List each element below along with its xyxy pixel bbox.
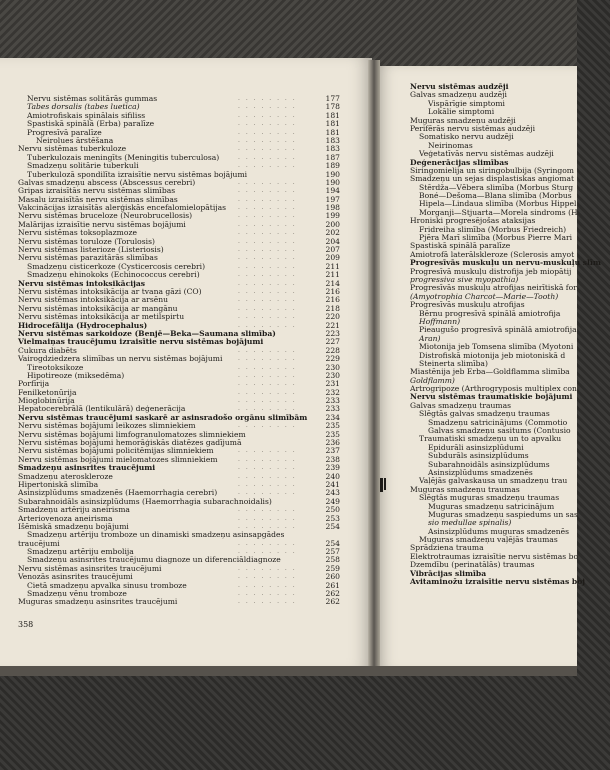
ink-mark (384, 478, 386, 490)
toc-entry-page: 232 (325, 387, 340, 397)
leader-dots: . . . . . . . . (238, 237, 297, 245)
toc-entry-title: Muguras smadzeņu audzēji (410, 115, 516, 125)
toc-entry-page: 204 (325, 236, 340, 246)
leader-dots: . . . . . . . . (238, 279, 297, 287)
toc-entry-title: Dzemdību (perinatālās) traumas (410, 560, 535, 570)
toc-entry-title: Hroniski progresējošas ataksijas (410, 216, 536, 226)
toc-entry-page: 236 (325, 438, 340, 448)
toc-entry-page: 211 (325, 270, 340, 280)
leader-dots: . . . . . . . . (238, 111, 297, 119)
toc-entry (410, 578, 610, 586)
toc-entry-title: Cukura diabēts (18, 345, 77, 355)
toc-entry-title: Muguras smadzeņu satricinājum (428, 501, 555, 511)
toc-entry-title: Muguras smadzeņu saspiedums un sas (428, 509, 578, 519)
toc-entry-title: Nervu sistēmas bojājumi hemorāģiskās diatēzes gadījumā (18, 438, 242, 448)
toc-entry-title: Nervu sistēmas toksoplazmoze (18, 228, 137, 238)
toc-entry-page: 241 (325, 479, 340, 489)
toc-entry-title: Fenilketonūrija (18, 387, 77, 397)
toc-entry-title: Smadzeņu asinsrites traucējumi (18, 463, 156, 473)
toc-entry-page: 238 (325, 454, 340, 464)
toc-entry-page: 237 (325, 446, 340, 456)
toc-entry-title: Nervu sistēmas traucējumi saskarē ar asinsradošo orgānu slimībām (18, 412, 308, 422)
leader-dots: . . . . . . . . (238, 346, 297, 354)
leader-dots: . . . . . . . . (238, 480, 297, 488)
toc-entry-title: Asinsizplūdums smadzenēs (428, 467, 533, 477)
toc-entry-title: Progresīvās muskuļu atrofijas (410, 300, 525, 310)
toc-entry-page: 190 (325, 169, 340, 179)
toc-entry-title: Elektrotraumas izraisītie nervu sistēmas bo (410, 551, 579, 561)
leader-dots: . . . . . . . . (238, 506, 297, 514)
toc-entry-title: Sprādziena trauma (410, 543, 484, 553)
toc-entry-title: Hidrocefālija (Hydrocephalus) (18, 320, 148, 330)
toc-entry-title: Vairogdziedzera slimības un nervu sistēmas bojājumi (18, 354, 223, 364)
toc-entry-title: Nervu sistēmas sarkoidoze (Benjē—Beka—Saumana slimība) (18, 328, 276, 338)
toc-entry-title: Smadzeņu vēnu tromboze (27, 589, 127, 599)
book-cover-edge (0, 666, 577, 676)
toc-entry-title: Artrogripoze (Arthrogryposis multiplex con (410, 384, 577, 394)
toc-entry-title: Nervu sistēmas bruceloze (Neurobrucellosis) (18, 211, 193, 221)
toc-entry-page: 202 (325, 228, 340, 238)
toc-entry-title: Tireotoksikoze (27, 362, 84, 372)
toc-entry-title: Venozās asinsrites traucējumi (18, 572, 133, 582)
toc-entry-title: Smadzeņu asinsrites traucējumu diagnoze un diferenciāldiagnoze (27, 555, 281, 565)
toc-entry-title: Progresīvās muskuļu atrofijas neirītiskā for (410, 283, 577, 293)
toc-entry-title: Vispārīgie simptomi (428, 98, 505, 108)
toc-entry-title: Miastēnija jeb Erba—Goldflamma slimība (410, 367, 570, 377)
toc-entry-title: Nervu sistēmas bojājumi mielomatozes slimniekiem (18, 454, 218, 464)
toc-entry-title: Progresīvā paralīze (27, 127, 102, 137)
leader-dots: . . . . . . . . (238, 598, 297, 606)
leader-dots: . . . . . . . . (238, 136, 297, 144)
toc-entry-title: Smadzeņu cisticerkoze (Cysticercosis cerebri) (27, 261, 206, 271)
toc-entry-title: Progresīvā muskuļu distrofija jeb miopātij (410, 266, 572, 276)
toc-entry-page: 259 (325, 563, 340, 573)
toc-entry-page: 227 (325, 337, 340, 347)
toc-entry-title: Nervu sistēmas intoksikācija ar metilspirtu (18, 312, 185, 322)
leader-dots: . . . . . . . . (238, 363, 297, 371)
toc-entry-page: 243 (325, 488, 340, 498)
toc-entry-page: 207 (325, 245, 340, 255)
toc-entry-page: 199 (325, 211, 340, 221)
toc-entry-title: Vibrācijas slimība (410, 568, 487, 578)
toc-entry (18, 531, 340, 539)
toc-entry-page: 262 (325, 597, 340, 607)
toc-entry-title: Smadzeņu ateroskleroze (18, 471, 113, 481)
leader-dots: . . . . . . . . (238, 262, 297, 270)
toc-entry-title: Nervu sistēmas solitārās gummas (27, 94, 158, 103)
toc-entry-page: 233 (325, 404, 340, 414)
toc-entry-title: sio medullae spinalis) (428, 518, 512, 528)
toc-entry-title: Slēgtās galvas smadzeņu traumas (419, 409, 550, 419)
toc-entry-title: Hipertoniskā slimība (18, 479, 99, 489)
leader-dots: . . . . . . . . (238, 548, 297, 556)
leader-dots: . . . . . . . . (238, 455, 297, 463)
toc-entry-title: Smadzeņu un sejas displastiskas angiomat (410, 174, 575, 184)
toc-entry-title: Stērdža—Vēbera slimība (Morbus Sturg (419, 182, 574, 192)
leader-dots: . . . . . . . . (238, 145, 297, 153)
toc-entry-page: 218 (325, 303, 340, 313)
toc-entry-title: Muguras smadzeņu asinsrites traucējumi (18, 597, 178, 607)
leader-dots: . . . . . . . . (238, 187, 297, 195)
toc-entry-page: 250 (325, 505, 340, 515)
toc-entry-title: Smadzeņu satricinājums (Commotio (428, 417, 568, 427)
toc-entry-page: 261 (325, 580, 340, 590)
leader-dots: . . . . . . . . (238, 472, 297, 480)
leader-dots: . . . . . . . . (238, 287, 297, 295)
toc-entry-title: Veģetatīvās nervu sistēmas audzēji (419, 149, 554, 159)
toc-entry-title: Masalu izraisītās nervu sistēmas slimības (18, 194, 178, 204)
toc-entry-page: 254 (325, 521, 340, 531)
toc-entry-title: Slēgtās muguras smadzeņu traumas (419, 493, 560, 503)
toc-entry-page: 220 (325, 312, 340, 322)
page-number: 358 (18, 620, 34, 629)
toc-entry-page: 198 (325, 203, 340, 213)
toc-entry-title: Subdurāls asinsizplūdums (428, 451, 529, 461)
toc-entry-page: 228 (325, 345, 340, 355)
leader-dots: . . . . . . . . (238, 271, 297, 279)
toc-entry-page: 187 (325, 152, 340, 162)
leader-dots: . . . . . . . . (238, 304, 297, 312)
toc-entry-title: Smadzeņu solitārie tuberkuli (27, 161, 139, 171)
toc-entry-title: Išēmiskā smadzeņu bojājumi (18, 521, 129, 531)
leader-dots: . . . . . . . . (238, 153, 297, 161)
leader-dots: . . . . . . . . (238, 313, 297, 321)
toc-entry-page: 189 (325, 161, 340, 171)
toc-entry-title: Vaļējās galvaskausa un smadzeņu trau (419, 476, 568, 486)
toc-entry-title: Distrofiskā miotonija jeb miotoniskā d (419, 350, 566, 360)
leader-dots: . . . . . . . . (238, 489, 297, 497)
toc-entry-title: Tuberkulozā spondilīta izraisītie nervu sistēmas bojājumi (27, 169, 248, 179)
toc-entry-page: 258 (325, 555, 340, 565)
toc-entry-title: Asinsizplūdums muguras smadzenēs (428, 526, 570, 536)
toc-entry-title: Progresīvās muskuļu un nervu-muskuļu slīm (410, 258, 601, 268)
toc-entry-title: Miotonija jeb Tomsena slimība (Myotoni (419, 342, 574, 352)
toc-entry-page: 216 (325, 286, 340, 296)
leader-dots: . . . . . . . . (238, 195, 297, 203)
book-gutter (368, 60, 380, 670)
toc-entry-page: 216 (325, 295, 340, 305)
toc-entry-page: 200 (325, 219, 340, 229)
ink-mark (380, 478, 383, 492)
leader-dots: . . . . . . . . (238, 539, 297, 547)
leader-dots: . . . . . . . . (238, 590, 297, 598)
toc-entry-page: 230 (325, 370, 340, 380)
toc-entry-title: Galvas smadzeņu traumas (410, 400, 512, 410)
toc-entry-title: Amiotrofā laterālskleroze (Sclerosis amyot (410, 249, 575, 259)
toc-entry-page: 177 (325, 94, 340, 103)
leader-dots: . . . . . . . . (238, 581, 297, 589)
toc-entry-page: 221 (325, 320, 340, 330)
toc-entry-title: (Amyotrophia Charcot—Marie—Tooth) (410, 291, 559, 301)
toc-entry-title: Goldflamm) (410, 375, 455, 385)
toc-entry (18, 372, 340, 380)
toc-entry-title: Nervu sistēmas parazitārās slimības (18, 253, 158, 263)
toc-entry-page: 254 (325, 538, 340, 548)
leader-dots: . . . . . . . . (238, 254, 297, 262)
toc-entry-title: Arteriovenoza aneirisma (18, 513, 113, 523)
toc-entry-title: Muguras smadzeņu vaļējās traumas (419, 535, 558, 545)
toc-entry-title: Mioglobinūrija (18, 396, 75, 406)
leader-dots: . . . . . . . . (238, 522, 297, 530)
leader-dots: . . . . . . . . (238, 178, 297, 186)
toc-entry-title: Nervu sistēmas intoksikācija ar mangānu (18, 303, 178, 313)
leader-dots: . . . . . . . . (238, 355, 297, 363)
leader-dots: . . . . . . . . (238, 422, 297, 430)
toc-entry-title: Hoffmann) (419, 316, 461, 326)
toc-entry-page: 235 (325, 429, 340, 439)
toc-entry-page: 209 (325, 253, 340, 263)
toc-entry-page: 235 (325, 421, 340, 431)
leader-dots: . . . . . . . . (238, 514, 297, 522)
toc-entry-title: Galvas smadzeņu sasitums (Contusio (428, 426, 571, 436)
leader-dots: . . . . . . . . (238, 321, 297, 329)
leader-dots: . . . . . . . . (238, 564, 297, 572)
toc-entry-title: Avitaminožu izraisītie nervu sistēmas boj (410, 577, 586, 587)
toc-entry-page: 183 (325, 144, 340, 154)
leader-dots: . . . . . . . . (238, 380, 297, 388)
toc-entry-title: Nervu sistēmas intoksikācijas (18, 278, 146, 288)
leader-dots: . . . . . . . . (238, 120, 297, 128)
toc-entry-page: 229 (325, 354, 340, 364)
leader-dots: . . . . . . . . (238, 229, 297, 237)
toc-entry-title: Morganji—Stjuarta—Morela sindroms (H (419, 207, 578, 217)
toc-entry-title: Fridreiha slimība (Morbus Friedreich) (419, 224, 567, 234)
toc-entry-title: Smadzeņu artēriju tromboze un dinamiski smadzeņu asinsapgādes (27, 530, 285, 540)
toc-entry-title: Nervu sistēmas intoksikācija ar arsēnu (18, 295, 169, 305)
leader-dots: . . . . . . . . (238, 220, 297, 228)
toc-entry-title: Nervu sistēmas bojājumi policitēmijas slimniekiem (18, 446, 214, 456)
toc-entry-title: Traumatiski smadzeņu un to apvalku (419, 434, 562, 444)
toc-entry-title: Subarahnoidāls asinsizplūdums (428, 459, 550, 469)
toc-entry-title: Hepatocerebrālā (lentikulārā) deģenerācija (18, 404, 186, 414)
toc-entry-page: 239 (325, 463, 340, 473)
toc-entry-title: Spastiskā spinālā (Erba) paralīze (27, 119, 155, 129)
toc-entry-title: Gripas izraisītās nervu sistēmas slimības (18, 186, 176, 196)
toc-entry-title: Hipotireoze (miksedēma) (27, 370, 125, 380)
leader-dots: . . . . . . . . (238, 212, 297, 220)
leader-dots: . . . . . . . . (238, 464, 297, 472)
toc-entry-title: Lokālie simptomi (428, 107, 495, 117)
toc-entry-title: Vakcinācijas izraisītās alerģiskās encefalomielopātijas (18, 203, 227, 213)
toc-entry-page: 183 (325, 135, 340, 145)
toc-entry-title: Deģenerācijas slimības (410, 157, 509, 167)
toc-entry-title: Steinerta slimība) (419, 358, 488, 368)
toc-entry-title: Somatisko nervu audzēji (419, 132, 514, 142)
toc-entry-page: 178 (325, 102, 340, 112)
toc-entry-page: 181 (325, 127, 340, 137)
leader-dots: . . . . . . . . (238, 95, 297, 102)
toc-entry-page: 234 (325, 412, 340, 422)
toc-entry-title: Pjēra Marī slimība (Morbus Pierre Mari (419, 233, 573, 243)
toc-entry-page: 249 (325, 496, 340, 506)
leader-dots: . . . . . . . . (238, 296, 297, 304)
toc-entry-title: Smadzeņu artēriju embolija (27, 547, 134, 557)
toc-entry-title: Galvas smadzeņu audzēji (410, 90, 507, 100)
toc-entry-page: 257 (325, 547, 340, 557)
toc-entry-page: 253 (325, 513, 340, 523)
toc-entry-title: Bērnu progresīvā spinālā amiotrofija (419, 308, 561, 318)
toc-entry-page: 223 (325, 328, 340, 338)
toc-entry-title: Nervu sistēmas bojājumi limfogranulomatozes slimniekiem (18, 429, 246, 439)
leader-dots: . . . . . . . . (238, 371, 297, 379)
toc-entry-page: 194 (325, 186, 340, 196)
toc-entry-title: Neirolues ārstēšana (36, 135, 114, 145)
leader-dots: . . . . . . . . (238, 103, 297, 111)
leader-dots: . . . . . . . . (238, 405, 297, 413)
toc-entry-title: Boné—Dešoma—Blana slimība (Morbus (419, 191, 572, 201)
toc-entry-title: Nervu sistēmas toruloze (Torulosis) (18, 236, 155, 246)
leader-dots: . . . . . . . . (238, 397, 297, 405)
toc-entry-title: Tuberkulozais meningīts (Meningitis tuberculosa) (27, 152, 220, 162)
toc-entry-page: 231 (325, 379, 340, 389)
toc-entry-title: Muguras smadzeņu traumas (410, 484, 520, 494)
leader-dots: . . . . . . . . (238, 204, 297, 212)
toc-entry-title: Hipela—Lindaua slimība (Morbus Hippel (419, 199, 577, 209)
toc-entry-page: 181 (325, 110, 340, 120)
toc-entry-title: Nervu sistēmas tuberkuloze (18, 144, 127, 154)
toc-entry-page: 260 (325, 572, 340, 582)
toc-entry-title: Cietā smadzeņu apvalka sinusu tromboze (27, 580, 187, 590)
toc-entry-title: Nervu sistēmas traumatiskie bojājumi (410, 392, 573, 402)
leader-dots: . . . . . . . . (238, 128, 297, 136)
toc-entry-title: Tabes dorsalis (tabes luetica) (27, 102, 140, 112)
toc-entry-title: Neirinomas (428, 140, 473, 150)
toc-entry-page: 197 (325, 194, 340, 204)
toc-entry-title: Asinsizplūdums smadzenēs (Haemorrhagia cerebri) (18, 488, 218, 498)
toc-entry-title: Spastiskā spinālā paralīze (410, 241, 511, 251)
toc-entry-title: Smadzeņu artēriju aneirisma (18, 505, 130, 515)
leader-dots: . . . . . . . . (238, 246, 297, 254)
left-toc-list (18, 95, 340, 607)
toc-entry-title: Epidurāli asinsizplūdumi (428, 442, 524, 452)
toc-entry-title: traucējumi (18, 538, 60, 548)
toc-entry-title: Nervu sistēmas asinsrites traucējumi (18, 563, 162, 573)
leader-dots: . . . . . . . . (238, 388, 297, 396)
toc-entry-title: Vielmaiņas traucējumu izraisītie nervu sistēmas bojājumi (18, 337, 264, 347)
toc-entry-page: 211 (325, 261, 340, 271)
toc-entry-page: 233 (325, 396, 340, 406)
leader-dots: . . . . . . . . (238, 573, 297, 581)
toc-entry-title: Nervu sistēmas bojājumi leikozes slimniekiem (18, 421, 196, 431)
toc-entry-title: Nervu sistēmas intoksikācija ar tvana gāzi (CO) (18, 286, 202, 296)
toc-entry-title: Aran) (419, 333, 441, 343)
toc-entry-page: 190 (325, 177, 340, 187)
toc-entry (18, 598, 340, 606)
toc-entry-page: 240 (325, 471, 340, 481)
toc-entry-title: Malārijas izraisītie nervu sistēmas bojājumi (18, 219, 186, 229)
toc-entry-title: Nervu sistēmas listerioze (Listeriosis) (18, 245, 164, 255)
leader-dots: . . . . . . . . (238, 447, 297, 455)
toc-entry-title: Siringomielija un siringobulbija (Syringom (410, 165, 574, 175)
toc-entry-title: Smadzeņu ehinokoks (Echinococcus cerebri) (27, 270, 200, 280)
toc-entry-page: 230 (325, 362, 340, 372)
toc-entry-title: progressiva sive myopathia) (410, 274, 519, 284)
toc-entry-title: Subarahnoidāls asinsizplūdums (Haemorrhagia subarachnoidalis) (18, 496, 272, 506)
toc-entry-page: 181 (325, 119, 340, 129)
toc-entry-page: 214 (325, 278, 340, 288)
leader-dots: . . . . . . . . (238, 162, 297, 170)
toc-entry-title: Nervu sistēmas audzēji (410, 82, 509, 91)
toc-entry-title: Pieaugušo progresīvā spinālā amiotrofija (419, 325, 577, 335)
toc-entry-title: Porfīrija (18, 379, 50, 389)
toc-entry-title: Galvas smadzeņu abscess (Abscessus cerebri) (18, 177, 196, 187)
toc-entry-page: 262 (325, 589, 340, 599)
toc-entry-title: Perifērās nervu sistēmas audzēji (410, 123, 536, 133)
toc-entry-title: Amiotrofiskais spinālais sifiliss (27, 110, 146, 120)
right-toc-list (410, 83, 610, 586)
